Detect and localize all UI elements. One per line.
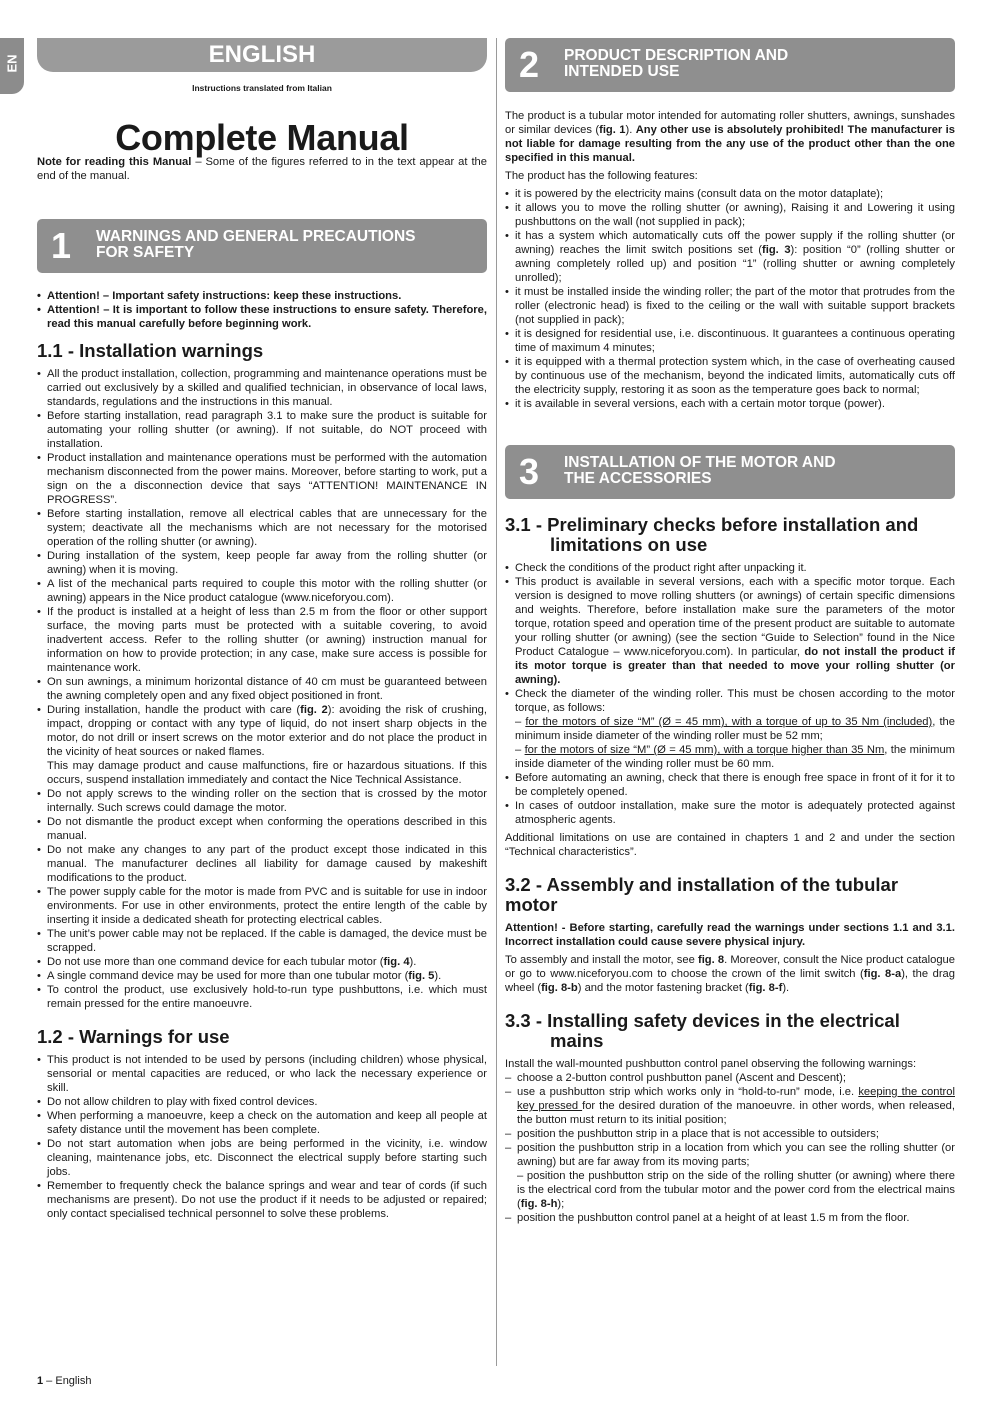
right-column <box>505 38 955 1225</box>
figure-ref: fig. 5 <box>408 970 435 982</box>
text: for the motors of size “M” (Ø = 45 mm), with a torque of up to 35 Nm (included) <box>525 716 933 728</box>
figure-ref: fig. 2 <box>300 704 328 716</box>
text: ) and the motor fastening bracket ( <box>577 982 749 994</box>
text: To assembly and install the motor, see <box>505 954 698 966</box>
heading-3-2: 3.2 - Assembly and installation of the tubular motor <box>505 874 899 915</box>
figure-ref: fig. 8-b <box>541 982 578 994</box>
section-2-banner <box>505 38 955 92</box>
additional-limitations: Additional limitations on use are contained in chapters 1 and 2 and under the section “Technical characteristics”. <box>505 832 955 858</box>
text: ), the drag wheel ( <box>505 968 955 994</box>
text: Check the diameter of the winding roller. This must be chosen according to the motor torque, as follows: <box>515 688 955 714</box>
translation-note: Instructions translated from Italian <box>192 83 332 93</box>
list-item: • All the product installation, collection, programming and maintenance operations must be carried out exclusively by a skilled and qualified technician, in observance of local laws, standards, regulations and the instructions in this manual. <box>37 367 487 409</box>
text: This product is available in several versions, each with a specific motor torque. Each version is designed to move rolling shutters (or awnings) of certain specific dimensions and weights. Therefore, before installation make sure the parameters of the motor torque, rotation speed and operation time of the present product are suitable to automate your rolling shutter (or awning) (see the section “Guide to Selection” found in the Nice Product Catalogue – www.niceforyou.com). In particular, <box>515 576 955 658</box>
text: The product is a tubular motor intended for automating roller shutters, awnings, sunshades or similar devices ( <box>505 110 955 136</box>
list-item <box>505 1141 955 1211</box>
section-1-banner <box>37 219 487 273</box>
preliminary-checks-list <box>505 561 955 827</box>
use-warnings-list <box>37 1053 487 1221</box>
section-title-line: FOR SAFETY <box>96 244 195 261</box>
list-item <box>505 1085 955 1127</box>
features-intro: The product has the following features: <box>505 170 698 182</box>
note-text: – Some of the figures referred to in the text appear at the end of the manual. <box>37 156 488 182</box>
section-3-banner <box>505 445 955 499</box>
list-item <box>37 703 487 787</box>
language-tab-label: EN <box>4 54 20 73</box>
text: ). <box>434 970 442 982</box>
list-item: • In cases of outdoor installation, make sure the motor is adequately protected against atmospheric agents. <box>505 799 955 827</box>
figure-ref: fig. 3 <box>762 244 791 256</box>
section-number: 3 <box>519 451 540 492</box>
installation-warnings-list <box>37 367 487 1011</box>
safety-devices-list <box>505 1071 955 1225</box>
attention-list <box>37 289 487 331</box>
list-item: • A list of the mechanical parts required to couple this motor with the rolling shutter (or awning) appears in the Nice product catalogue (www.niceforyou.com). <box>37 577 487 605</box>
list-item: • Do not allow children to play with fixed control devices. <box>37 1095 487 1109</box>
list-item: • it is designed for residential use, i.e. discontinuous. It guarantees a continuous operating time of maximum 4 minutes; <box>505 327 955 355</box>
heading-3-3: 3.3 - Installing safety devices in the electrical mains <box>505 1010 900 1051</box>
safety-devices-intro: Install the wall-mounted pushbutton control panel observing the following warnings: <box>505 1058 917 1070</box>
list-item <box>505 575 955 687</box>
list-item: • To control the product, use exclusively hold-to-run type pushbuttons, i.e. which must remain pressed for the entire manoeuvre. <box>37 983 487 1011</box>
figure-ref: fig. 8 <box>697 954 725 966</box>
list-item: • Before starting installation, remove all electrical cables that are unnecessary for the system; deactivate all the mechanisms which are not necessary for the motorised operation of the rolling shutter (or awning). <box>37 507 487 549</box>
text: – position the pushbutton strip on the side of the rolling shutter (or awning) where there is the electrical cord from the tubular motor and the power cord from the electrical mains ( <box>517 1170 955 1210</box>
assembly-text <box>505 953 955 995</box>
text: ). <box>409 956 417 968</box>
list-item: • When performing a manoeuvre, keep a check on the automation and keep all people at safety distance until the movement has been complete. <box>37 1109 487 1137</box>
text: A single command device may be used for more than one tubular motor ( <box>47 970 409 982</box>
text: ); <box>557 1198 565 1210</box>
attention-item: • Attention! – Important safety instructions: keep these instructions. <box>37 289 487 303</box>
list-item: • The power supply cable for the motor is made from PVC and is suitable for use in indoor environments. For use in other environments, protect the entire length of the cable by inserting it inside a dedicated sheath for protecting electrical cables. <box>37 885 487 927</box>
list-item <box>37 969 487 983</box>
product-description <box>505 109 955 165</box>
list-item: • it allows you to move the rolling shutter (or awning), Raising it and Lowering it using pushbuttons on the wall (not supplied in pack); <box>505 201 955 229</box>
text: keeping the control key pressed <box>517 1086 955 1112</box>
section-title <box>564 455 944 487</box>
heading-1-2: 1.2 - Warnings for use <box>37 1026 230 1047</box>
list-item: • Check the diameter of the winding roller. This must be chosen according to the motor torque, as follows: – for the motors of size “M” (Ø = 45 mm), with a torque of up to 35 Nm (included), the minimum inside diameter of the winding roller must be 52 mm; – for the motors of size “M” (Ø = 45 mm), with a torque higher than 35 Nm, the minimum inside diameter of the winding roller must be 60 mm. <box>505 687 955 771</box>
list-item: • Check the conditions of the product right after unpacking it. <box>505 561 955 575</box>
figure-ref: fig. 8-f <box>748 982 783 994</box>
list-item: • Do not dismantle the product except when conforming the operations described in this manual. <box>37 815 487 843</box>
list-item: – choose a 2-button control pushbutton panel (Ascent and Descent); <box>505 1071 955 1085</box>
list-item: • This product is not intended to be used by persons (including children) whose physical, sensorial or mental capacities are reduced, or who lack the necessary experience or skill. <box>37 1053 487 1095</box>
figure-ref: fig. 8-a <box>863 968 902 980</box>
reading-note <box>37 155 487 183</box>
list-item: – position the pushbutton control panel at a height of at least 1.5 m from the floor. <box>505 1211 955 1225</box>
left-column <box>37 38 487 1225</box>
features-list <box>505 187 955 411</box>
list-item: • Do not make any changes to any part of the product except those indicated in this manual. The manufacturer declines all liability for damage caused by makeshift modifications to the product. <box>37 843 487 885</box>
footer-text: – English <box>43 1375 92 1387</box>
text: During installation, handle the product with care ( <box>47 704 301 716</box>
section-title-line: INSTALLATION OF THE MOTOR AND <box>564 454 836 471</box>
list-item: • it must be installed inside the winding roller; the part of the motor that protrudes from the roller (electronic head) is fixed to the ceiling or the wall with suitable support brackets (not supplied in pack); <box>505 285 955 327</box>
figure-ref: fig. 4 <box>383 956 410 968</box>
text: use a pushbutton strip which works only in “hold-to-run” mode, i.e. <box>517 1086 859 1098</box>
list-item: – position the pushbutton strip in a place that is not accessible to outsiders; <box>505 1127 955 1141</box>
section-number: 1 <box>51 225 72 266</box>
page-number: 1 <box>37 1375 44 1387</box>
list-item: • it is equipped with a thermal protection system which, in the case of overheating caused by continuous use of the mechanism, beyond the indicated limits, automatically cuts off the electricity supply, restoring it as soon as the temperature goes back to normal; <box>505 355 955 397</box>
document-title: Complete Manual <box>115 117 409 158</box>
text: ). <box>782 982 790 994</box>
attention-item: • Attention! – It is important to follow these instructions to ensure safety. Therefore, read this manual carefully before beginning work. <box>37 303 487 331</box>
text: ): avoiding the risk of crushing, impact, dropping or contact with any type of liquid, do not insert sharp objects in the motor, do not drill or insert screws on the motor exterior and do not place the product in the vicinity of heat sources or naked flames. <box>47 704 488 758</box>
text: This may damage product and cause malfunctions, fire or hazardous situations. If this occurs, suspend installation immediately and contact the Nice Technical Assistance. <box>47 760 487 786</box>
list-item: • If the product is installed at a height of less than 2.5 m from the floor or other support surface, the moving parts must be protected with a suitable covering, to avoid inadvertent access. Refer to the rolling shutter (or awning) instruction manual for information on how to provide protection; in any case, make sure access is possible for maintenance work. <box>37 605 487 675</box>
list-item: • Do not start automation when jobs are being performed in the vicinity, i.e. window cleaning, maintenance jobs, etc. Disconnect the electrical supply before starting such jobs. <box>37 1137 487 1179</box>
list-item: • Product installation and maintenance operations must be performed with the automation mechanism disconnected from the power mains. Moreover, before starting to work, put a sign on the a disconnection device that says “ATTENTION! MAINTENANCE IN PROGRESS”. <box>37 451 487 507</box>
heading-1-1: 1.1 - Installation warnings <box>37 340 264 361</box>
section-title-line: INTENDED USE <box>564 63 680 80</box>
list-item: • Do not apply screws to the winding roller on the section that is crossed by the motor internally. Such screws could damage the motor. <box>37 787 487 815</box>
section-title <box>96 229 476 261</box>
list-item: • On sun awnings, a minimum horizontal distance of 40 cm must be guaranteed between the awning completely open and any fixed object positioned in front. <box>37 675 487 703</box>
text: for the motors of size “M” (Ø = 45 mm), with a torque higher than 35 Nm <box>524 744 885 756</box>
list-item <box>37 955 487 969</box>
heading-3-1: 3.1 - Preliminary checks before installation and limitations on use <box>505 514 919 555</box>
text: Do not use more than one command device for each tubular motor ( <box>47 956 384 968</box>
section-title-line: WARNINGS AND GENERAL PRECAUTIONS <box>96 228 416 245</box>
figure-ref: fig. 8-h <box>520 1198 558 1210</box>
section-number: 2 <box>519 44 540 85</box>
text: , the minimum inside diameter of the winding roller must be 52 mm; <box>515 716 956 742</box>
list-item: • it is powered by the electricity mains (consult data on the motor dataplate); <box>505 187 955 201</box>
text: do not install the product if its motor torque is greater than that needed to move your rolling shutter (or awning). <box>515 646 955 686</box>
text: position the pushbutton strip in a location from which you can see the rolling shutter (or awning) but are far away from its moving parts; <box>517 1142 955 1168</box>
assembly-attention: Attention! - Before starting, carefully read the warnings under sections 1.1 and 3.1. Incorrect installation could cause severe physical injury. <box>505 922 955 948</box>
text: , the minimum inside diameter of the winding roller must be 60 mm. <box>515 744 955 770</box>
list-item: • it is available in several versions, each with a certain motor torque (power). <box>505 397 955 411</box>
language-side-tab <box>0 38 24 94</box>
language-banner: ENGLISH <box>37 38 487 72</box>
list-item <box>505 229 955 285</box>
text: . Moreover, consult the Nice product catalogue or go to www.niceforyou.com to choose the crown of the limit switch ( <box>505 954 955 980</box>
note-label: Note for reading this Manual <box>37 156 192 168</box>
column-divider <box>496 38 497 1366</box>
text: ). <box>625 124 636 136</box>
text: it has a system which automatically cuts off the power supply if the rolling shutter (or awning) reaches the limit switch positions set ( <box>515 230 955 256</box>
section-title-line: PRODUCT DESCRIPTION AND <box>564 47 789 64</box>
list-item: • During installation of the system, keep people far away from the rolling shutter (or awning) when it is moving. <box>37 549 487 577</box>
section-title-line: THE ACCESSORIES <box>564 470 712 487</box>
list-item: • Before starting installation, read paragraph 3.1 to make sure the product is suitable for automating your rolling shutter (or awning). If not suitable, do NOT proceed with installation. <box>37 409 487 451</box>
list-item: • The unit’s power cable may not be replaced. If the cable is damaged, the device must be scrapped. <box>37 927 487 955</box>
figure-ref: fig. 1 <box>599 124 626 136</box>
page-footer <box>37 1375 91 1387</box>
text: ): position “0” (rolling shutter or awning completely rolled up) and position “1” (rolling shutter or awning completely unrolled); <box>515 244 955 284</box>
list-item: • Before automating an awning, check that there is enough free space in front of it for it to be completely opened. <box>505 771 955 799</box>
text: Any other use is absolutely prohibited! The manufacturer is not liable for damage resulting from the any use of the product other than the one specified in this manual. <box>505 124 955 164</box>
text: for the desired duration of the manoeuvre. in other words, when released, the button must return to its initial position; <box>517 1100 955 1126</box>
section-title <box>564 48 944 80</box>
list-item: • Remember to frequently check the balance springs and wear and tear of cords (if such mechanisms are present). Do not use the product if it needs to be adjusted or repaired; only contact specialised technical personnel to solve these problems. <box>37 1179 487 1221</box>
